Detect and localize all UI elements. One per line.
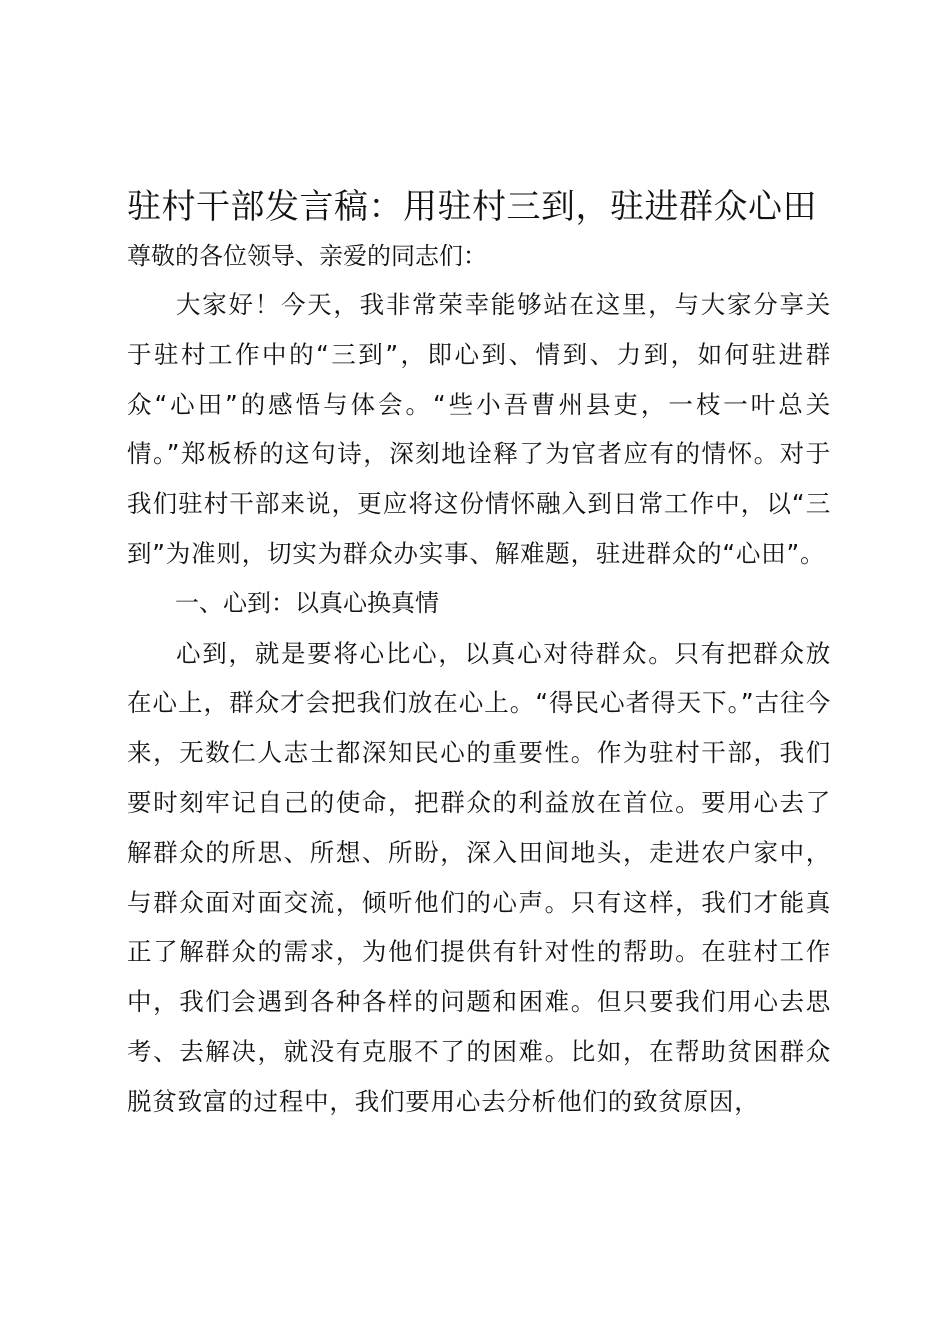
opening-paragraph: 大家好！今天，我非常荣幸能够站在这里，与大家分享关于驻村工作中的“三到”，即心到、情到、力到，如何驻进群众“心田”的感悟与体会。“些小吾曹州县吏，一枝一叶总关情。”郑板桥的这句诗，深刻地诠释了为官者应有的情怀。对于我们驻村干部来说，更应将这份情怀融入到日常工作中，以“三到”为准则，切实为群众办实事、解难题，驻进群众的“心田”。: [127, 290, 831, 568]
section-heading-1: 一、心到：以真心换真情: [175, 588, 439, 617]
document-body: [127, 280, 831, 1127]
section-1-paragraph: 心到，就是要将心比心，以真心对待群众。只有把群众放在心上，群众才会把我们放在心上。“得民心者得天下。”古往今来，无数仁人志士都深知民心的重要性。作为驻村干部，我们要时刻牢记自己的使命，把群众的利益放在首位。要用心去了解群众的所思、所想、所盼，深入田间地头，走进农户家中，与群众面对面交流，倾听他们的心声。只有这样，我们才能真正了解群众的需求，为他们提供有针对性的帮助。在驻村工作中，我们会遇到各种各样的问题和困难。但只要我们用心去思考、去解决，就没有克服不了的困难。比如，在帮助贫困群众脱贫致富的过程中，我们要用心去分析他们的致贫原因，: [127, 638, 831, 1116]
salutation: 尊敬的各位领导、亲爱的同志们：: [127, 242, 487, 270]
document-title: 驻村干部发言稿：用驻村三到，驻进群众心田: [127, 187, 817, 227]
